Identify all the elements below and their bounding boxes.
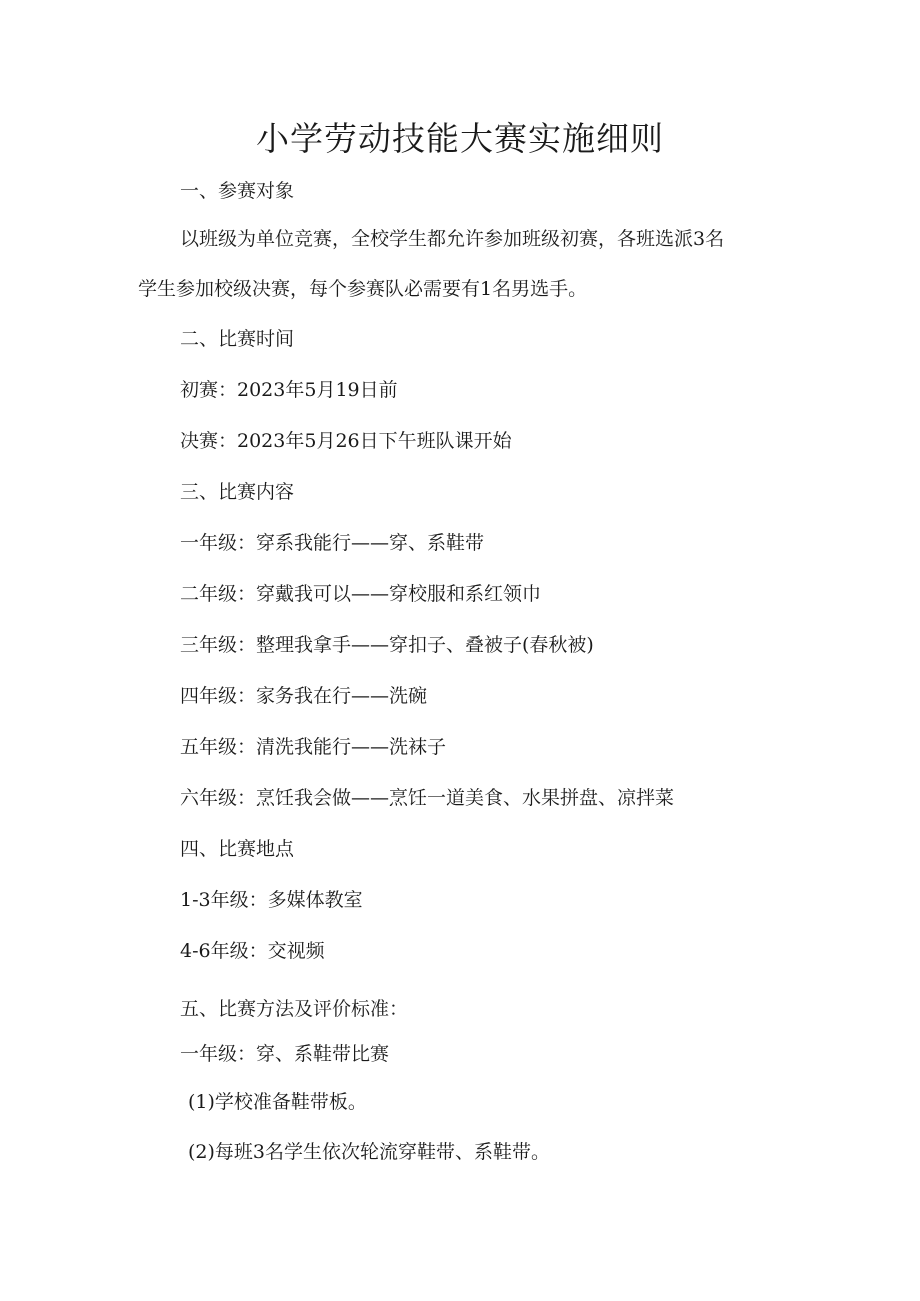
paragraph-line: 决赛：2023年5月26日下午班队课开始 [180, 430, 512, 452]
list-item: 1-3年级：多媒体教室 [180, 889, 363, 911]
paragraph-line: 以班级为单位竞赛，全校学生都允许参加班级初赛，各班选派3名 [180, 228, 725, 250]
paragraph-line: 初赛：2023年5月19日前 [180, 379, 398, 401]
list-item: 四年级：家务我在行——洗碗 [180, 685, 428, 707]
paragraph-line: 学生参加校级决赛，每个参赛队必需要有1名男选手。 [138, 278, 588, 300]
list-item: (1)学校准备鞋带板。 [188, 1091, 367, 1113]
list-item: 六年级：烹饪我会做——烹饪一道美食、水果拼盘、凉拌菜 [180, 787, 675, 809]
section-heading-location: 四、比赛地点 [180, 838, 295, 860]
list-item: 一年级：穿系我能行——穿、系鞋带 [180, 532, 485, 554]
section-heading-content: 三、比赛内容 [180, 481, 295, 503]
document-title: 小学劳动技能大赛实施细则 [256, 119, 664, 158]
section-heading-method: 五、比赛方法及评价标准： [180, 998, 409, 1020]
list-item: 4-6年级：交视频 [180, 940, 325, 962]
list-item: 五年级：清洗我能行——洗袜子 [180, 736, 447, 758]
section-heading-time: 二、比赛时间 [180, 328, 295, 350]
list-item: 二年级：穿戴我可以——穿校服和系红领巾 [180, 583, 542, 605]
paragraph-line: 一年级：穿、系鞋带比赛 [180, 1043, 390, 1065]
list-item: 三年级：整理我拿手——穿扣子、叠被子(春秋被) [180, 634, 594, 656]
list-item: (2)每班3名学生依次轮流穿鞋带、系鞋带。 [188, 1141, 551, 1163]
section-heading-participants: 一、参赛对象 [180, 180, 295, 202]
